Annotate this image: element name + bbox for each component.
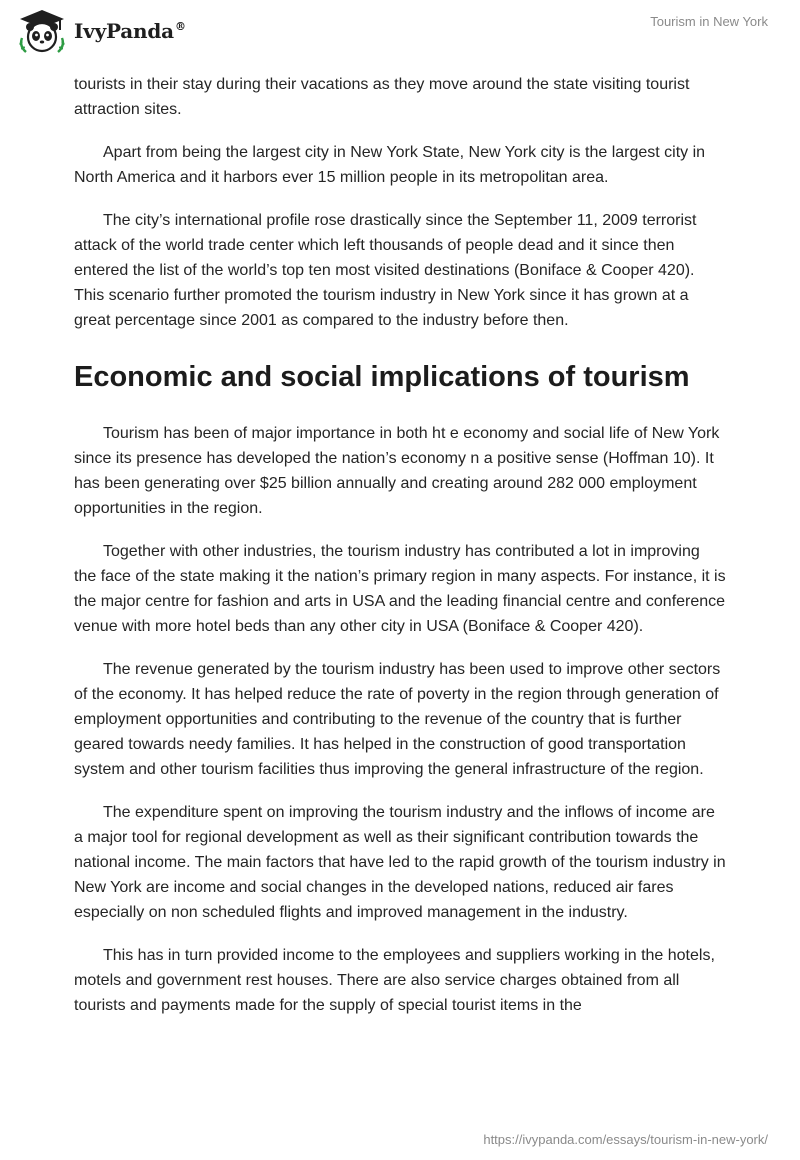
registered-mark: ® <box>174 20 186 34</box>
page-header <box>0 0 800 62</box>
paragraph: This has in turn provided income to the employees and suppliers working in the hotels, motels and government rest houses. There are also service charges obtained from all tourists and payments made for the supply of special tourist items in the <box>74 947 715 1014</box>
paragraph-continued: tourists in their stay during their vacations as they move around the state visiting tourist attraction sites. <box>74 76 690 118</box>
source-url-link[interactable]: https://ivypanda.com/essays/tourism-in-new-york/ <box>483 1132 768 1147</box>
paragraph: Tourism has been of major importance in both ht e economy and social life of New York since its presence has developed the nation’s economy n a positive sense (Hoffman 10). It has been generating over $25 billion annually and creating around 282 000 employment opportunities in the region. <box>74 425 720 517</box>
paragraph: The city’s international profile rose drastically since the September 11, 2009 terrorist attack of the world trade center which left thousands of people dead and it since then entered the list of the world’s top ten most visited destinations (Boniface & Cooper 420). This scenario further promoted the tourism industry in New York since it has grown at a great percentage since 2001 as compared to the industry before then. <box>74 212 697 329</box>
paragraph: Together with other industries, the tourism industry has contributed a lot in improving the face of the state making it the nation’s primary region in many aspects. For instance, it is the major centre for fashion and arts in USA and the leading financial centre and conference venue with more hotel beds than any other city in USA (Boniface & Cooper 420). <box>74 543 726 635</box>
panda-graduate-icon <box>16 8 68 54</box>
paragraph: Apart from being the largest city in New York State, New York city is the largest city in North America and it harbors ever 15 million people in its metropolitan area. <box>74 144 706 186</box>
brand-name-text: IvyPanda <box>74 19 174 43</box>
paragraph: The revenue generated by the tourism industry has been used to improve other sectors of the economy. It has helped reduce the rate of poverty in the region through generation of employment opportunities and contributing to the revenue of the country that is further geared towards needy families. It has helped in the construction of good transportation system and other tourism facilities thus improving the general infrastructure of the region. <box>74 661 721 778</box>
essay-content <box>74 72 726 1036</box>
brand-name <box>74 19 186 43</box>
brand-logo[interactable] <box>16 8 186 54</box>
section-heading: Economic and social implications of tourism <box>74 361 690 393</box>
document-title: Tourism in New York <box>650 14 768 29</box>
paragraph: The expenditure spent on improving the tourism industry and the inflows of income are a major tool for regional development as well as their significant contribution towards the national income. The main factors that have led to the rapid growth of the tourism industry in New York are income and social changes in the developed nations, reduced air fares especially on non scheduled flights and improved management in the industry. <box>74 804 726 921</box>
